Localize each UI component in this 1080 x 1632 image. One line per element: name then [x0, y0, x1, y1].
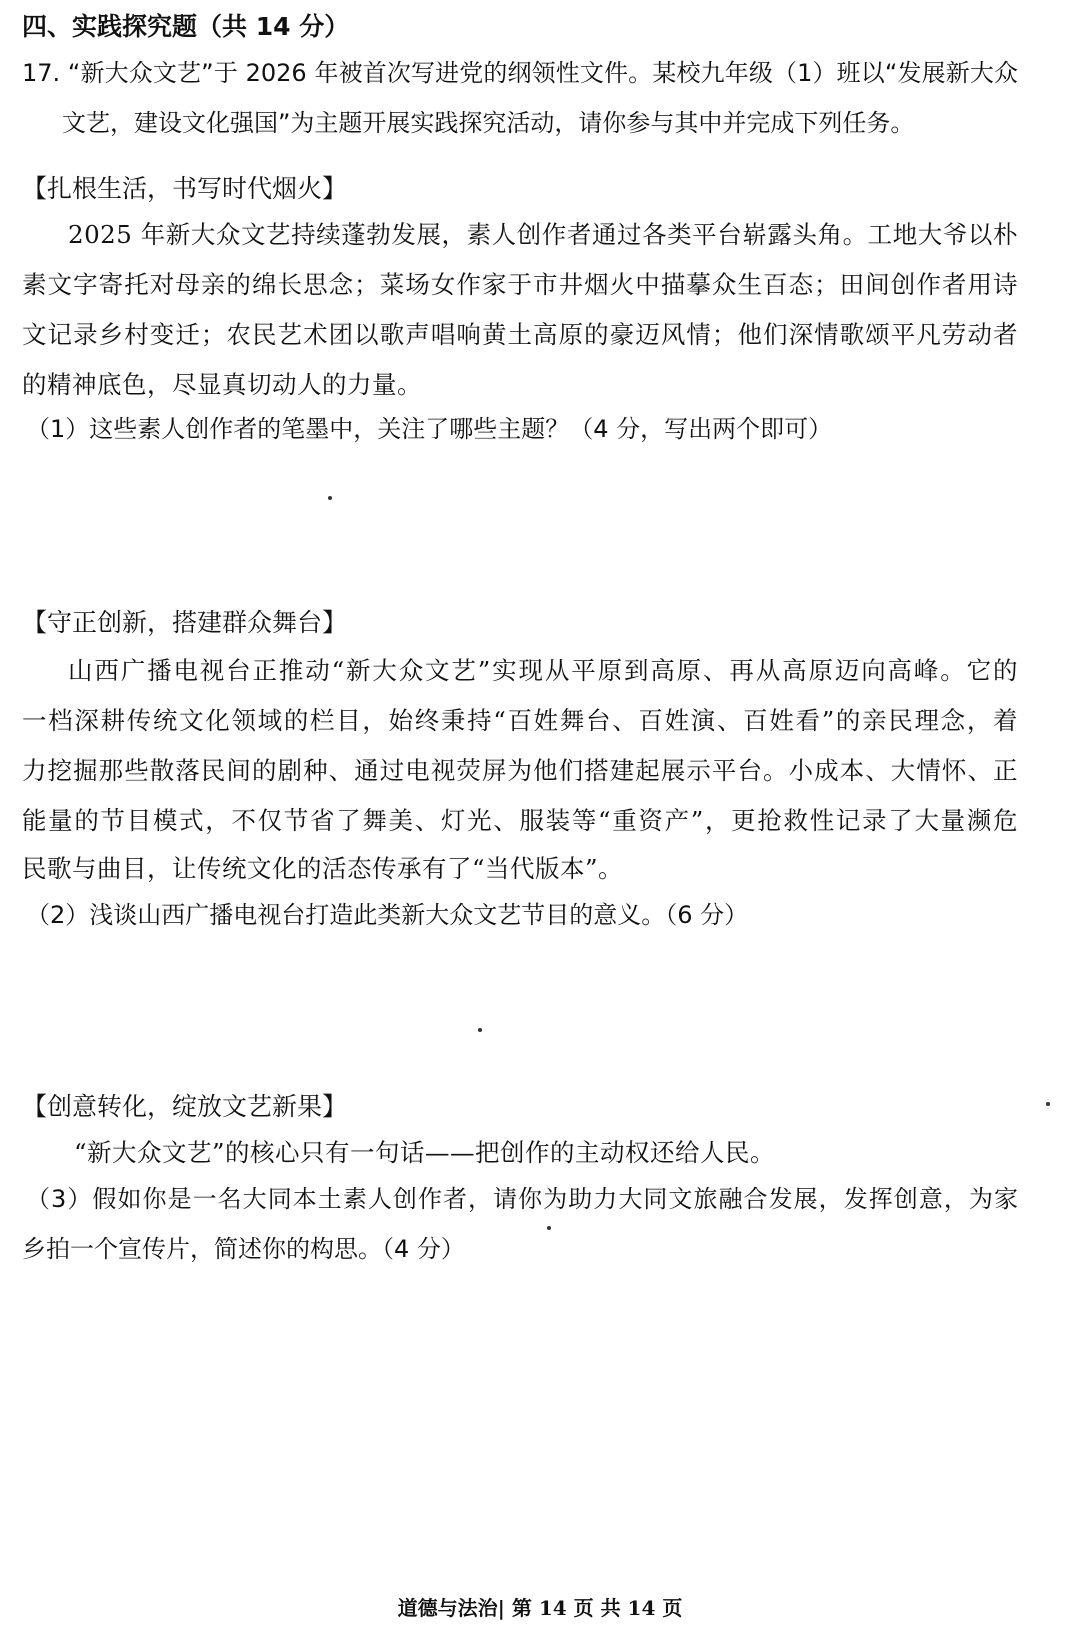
part-3-question-line-1: （3）假如你是一名大同本土素人创作者，请你为助力大同文旅融合发展，发挥创意，为家	[26, 1185, 1018, 1213]
part-1-material-line-2: 素文字寄托对母亲的绵长思念；菜场女作家于市井烟火中描摹众生百态；田间创作者用诗	[22, 270, 1018, 299]
page-footer: 道德与法治| 第 14 页 共 14 页	[397, 1596, 683, 1620]
part-2-material-line-1: 山西广播电视台正推动“新大众文艺”实现从平原到高原、再从高原迈向高峰。它的	[68, 656, 1018, 685]
part-2-material-line-4: 能量的节目模式，不仅节省了舞美、灯光、服装等“重资产”，更抢救性记录了大量濒危	[22, 806, 1018, 835]
scan-speck	[328, 496, 332, 500]
section-title: 四、实践探究题（共 14 分）	[22, 12, 350, 41]
part-1-material-line-1: 2025 年新大众文艺持续蓬勃发展，素人创作者通过各类平台崭露头角。工地大爷以朴	[68, 220, 1018, 249]
part-3-heading: 【创意转化，绽放文艺新果】	[22, 1092, 348, 1121]
part-3-question-line-2: 乡拍一个宣传片，简述你的构思。（4 分）	[22, 1235, 465, 1263]
part-2-heading: 【守正创新，搭建群众舞台】	[22, 608, 348, 637]
scan-speck	[1046, 1102, 1050, 1106]
part-1-material-line-3: 文记录乡村变迁；农民艺术团以歌声唱响黄土高原的豪迈风情；他们深情歌颂平凡劳动者	[22, 320, 1018, 349]
question-17-intro-line-1: 17. “新大众文艺”于 2026 年被首次写进党的纲领性文件。某校九年级（1）班以“发展新大众	[22, 59, 1018, 87]
part-2-material-line-3: 力挖掘那些散落民间的剧种、通过电视荧屏为他们搭建起展示平台。小成本、大情怀、正	[22, 756, 1018, 785]
scan-speck	[478, 1028, 482, 1032]
part-1-heading: 【扎根生活，书写时代烟火】	[22, 174, 348, 203]
part-3-material: “新大众文艺”的核心只有一句话——把创作的主动权还给人民。	[74, 1138, 776, 1167]
scan-speck	[547, 1226, 551, 1230]
part-1-material-line-4: 的精神底色，尽显真切动人的力量。	[22, 370, 422, 399]
part-1-question: （1）这些素人创作者的笔墨中，关注了哪些主题？（4 分，写出两个即可）	[26, 415, 833, 443]
part-2-question: （2）浅谈山西广播电视台打造此类新大众文艺节目的意义。（6 分）	[26, 901, 749, 929]
part-2-material-line-5: 民歌与曲目，让传统文化的活态传承有了“当代版本”。	[22, 854, 624, 883]
part-2-material-line-2: 一档深耕传统文化领域的栏目，始终秉持“百姓舞台、百姓演、百姓看”的亲民理念，着	[22, 706, 1018, 735]
question-17-intro-line-2: 文艺，建设文化强国”为主题开展实践探究活动，请你参与其中并完成下列任务。	[62, 109, 915, 137]
